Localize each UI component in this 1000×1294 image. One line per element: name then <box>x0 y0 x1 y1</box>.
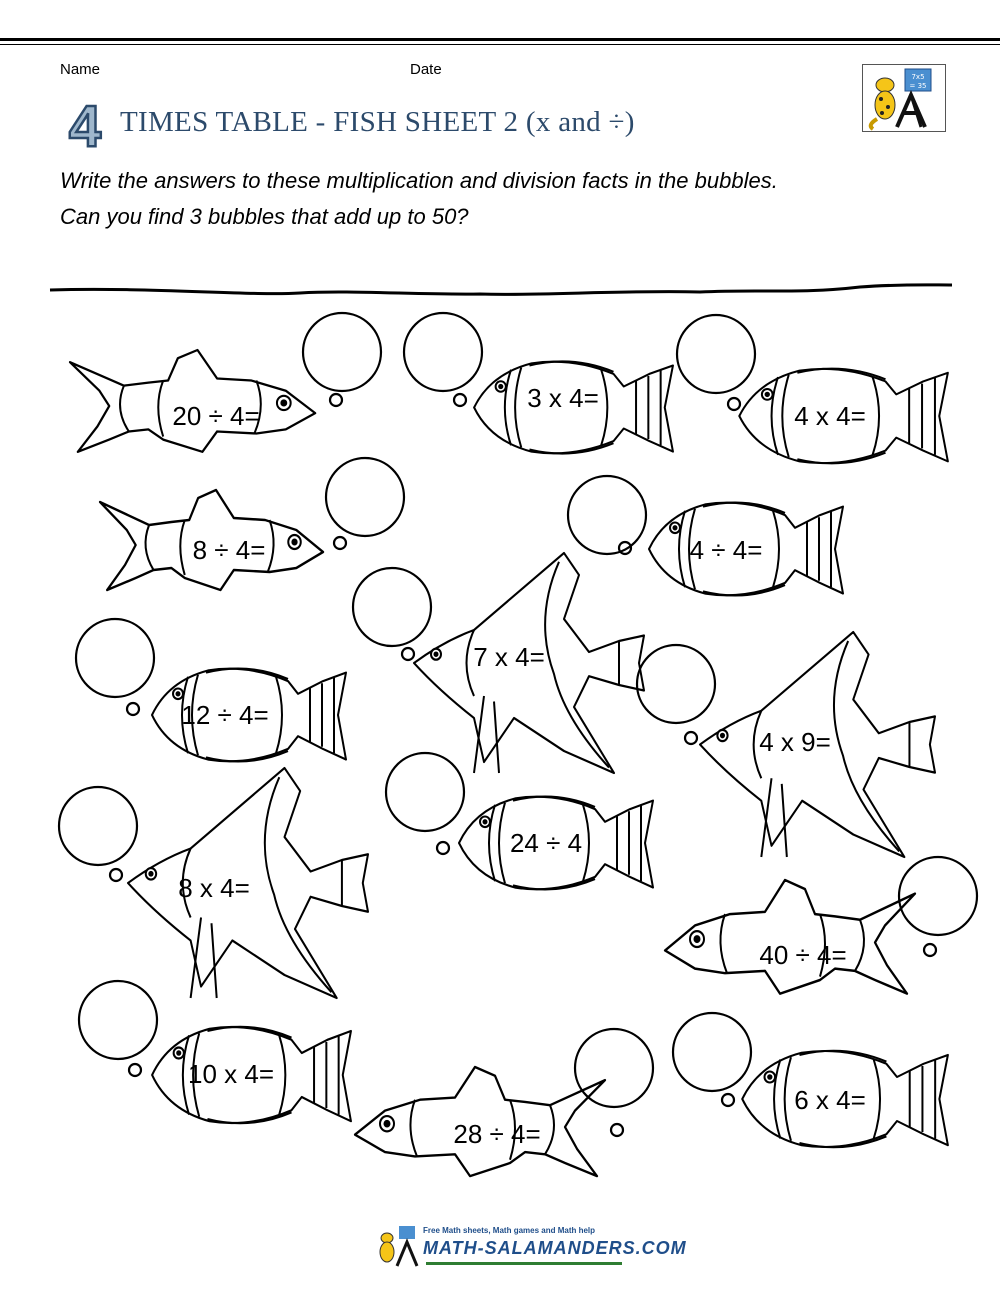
logo-board-line-1: 7x5 <box>911 73 925 81</box>
date-label: Date <box>410 61 442 78</box>
answer-bubble <box>673 1013 751 1091</box>
fish-fact: 6 x 4= <box>794 1085 866 1115</box>
answer-bubble <box>575 1029 653 1107</box>
fish-fact: 12 ÷ 4= <box>181 700 269 730</box>
small-bubble <box>110 869 122 881</box>
footer-brand[interactable]: MATH-SALAMANDERS.COM <box>423 1238 687 1258</box>
small-bubble <box>722 1094 734 1106</box>
fish-fact: 4 x 4= <box>794 401 866 431</box>
answer-bubble <box>59 787 137 865</box>
fish-fact: 28 ÷ 4= <box>453 1119 541 1149</box>
fish-fact: 10 x 4= <box>187 1059 275 1089</box>
fish-fact: 7 x 4= <box>473 642 545 672</box>
footer-tagline: Free Math sheets, Math games and Math help <box>423 1226 596 1235</box>
answer-bubble <box>326 458 404 536</box>
small-bubble <box>330 394 342 406</box>
answer-bubble <box>404 313 482 391</box>
small-bubble <box>129 1064 141 1076</box>
fish-fact: 20 ÷ 4= <box>172 401 260 431</box>
footer-salamander-icon <box>375 1224 427 1268</box>
fish-fact: 4 ÷ 4= <box>689 535 763 565</box>
small-bubble <box>402 648 414 660</box>
small-bubble <box>611 1124 623 1136</box>
fish-fact: 8 ÷ 4= <box>192 535 266 565</box>
answer-bubble <box>677 315 755 393</box>
title-number: 4 <box>68 96 102 156</box>
small-bubble <box>334 537 346 549</box>
fish-fact: 24 ÷ 4 <box>509 828 583 858</box>
answer-bubble <box>568 476 646 554</box>
name-label: Name <box>60 61 101 78</box>
page-title: TIMES TABLE - FISH SHEET 2 (x and ÷) <box>120 106 635 138</box>
fish-fact: 8 x 4= <box>178 873 250 903</box>
small-bubble <box>454 394 466 406</box>
logo-board-line-2: = 35 <box>909 82 927 90</box>
fish-fact: 4 x 9= <box>759 727 831 757</box>
small-bubble <box>127 703 139 715</box>
instruction-line-1: Write the answers to these multiplication and division facts in the bubbles. <box>60 168 778 193</box>
answer-bubble <box>79 981 157 1059</box>
small-bubble <box>924 944 936 956</box>
fish-fact: 40 ÷ 4= <box>759 940 847 970</box>
answer-bubble <box>303 313 381 391</box>
instruction-line-2: Can you find 3 bubbles that add up to 50? <box>60 204 469 229</box>
long-fish <box>665 880 915 994</box>
fish-fact: 3 x 4= <box>527 383 599 413</box>
answer-bubble <box>386 753 464 831</box>
small-bubble <box>685 732 697 744</box>
answer-bubble <box>353 568 431 646</box>
answer-bubble <box>637 645 715 723</box>
small-bubble <box>437 842 449 854</box>
answer-bubble <box>76 619 154 697</box>
footer-brand-underline <box>426 1262 622 1265</box>
small-bubble <box>728 398 740 410</box>
